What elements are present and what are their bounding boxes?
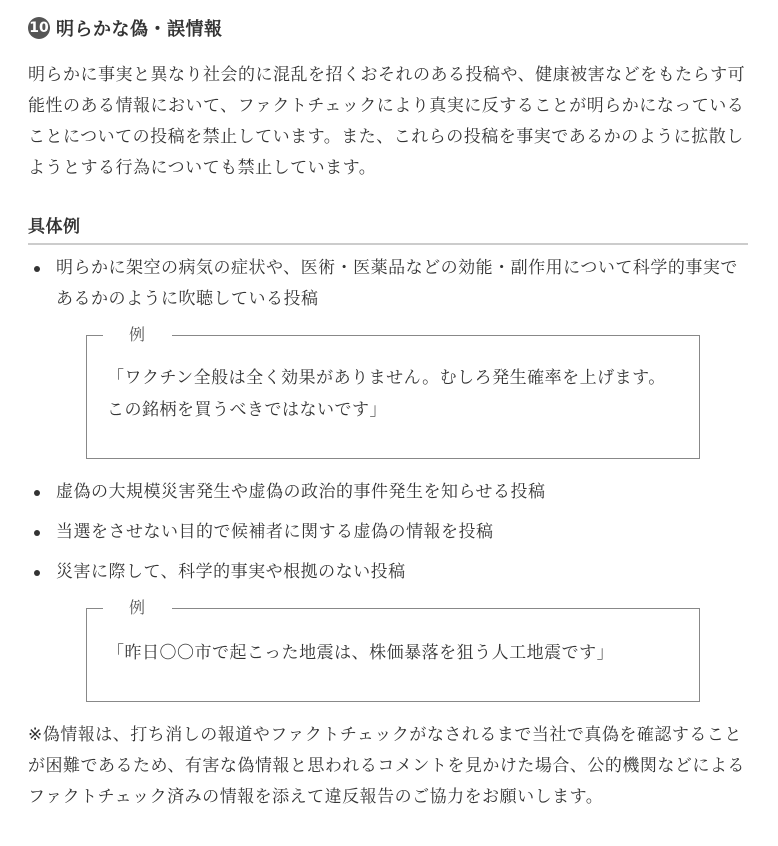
example-box <box>86 325 700 459</box>
example-label: 例 <box>103 596 172 620</box>
example-text: 「昨日〇〇市で起こった地震は、株価暴落を狙う人工地震です」 <box>107 643 615 663</box>
section-intro: 明らかに事実と異なり社会的に混乱を招くおそれのある投稿や、健康被害などをもたらす可能性のある情報において、ファクトチェックにより真実に反することが明らかになっていることについての投稿を禁止しています。また、これらの投稿を事実であるかのように拡散しようとする行為についても禁止しています。 <box>28 65 746 178</box>
example-box <box>86 598 700 702</box>
example-label: 例 <box>103 323 172 347</box>
list-item: 当選をさせない目的で候補者に関する虚偽の情報を投稿 <box>28 517 748 548</box>
note-text: ※偽情報は、打ち消しの報道やファクトチェックがなされるまで当社で真偽を確認することが困難であるため、有害な偽情報と思われるコメントを見かけた場合、公的機関などによるファクトチェック済みの情報を添えて違反報告のご協力をお願いします。 <box>28 725 745 807</box>
section-title: 明らかな偽・誤情報 <box>56 19 223 40</box>
section-number-badge: 10 <box>28 17 50 39</box>
examples-list <box>28 253 748 315</box>
list-item: 明らかに架空の病気の症状や、医術・医薬品などの効能・副作用について科学的事実であるかのように吹聴している投稿 <box>28 253 748 315</box>
section-heading <box>28 14 748 42</box>
examples-list <box>28 477 748 588</box>
list-item: 虚偽の大規模災害発生や虚偽の政治的事件発生を知らせる投稿 <box>28 477 748 508</box>
list-item: 災害に際して、科学的事実や根拠のない投稿 <box>28 557 748 588</box>
examples-heading: 具体例 <box>28 212 748 245</box>
example-text: 「ワクチン全般は全く効果がありません。むしろ発生確率を上げます。この銘柄を買うべきではないです」 <box>107 368 666 420</box>
